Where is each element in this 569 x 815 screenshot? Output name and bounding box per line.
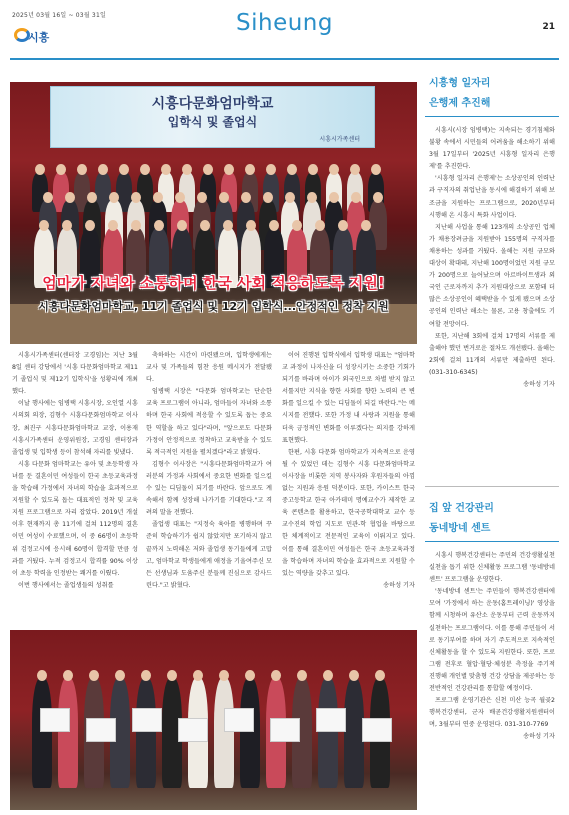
person-head (161, 164, 171, 175)
person-head (140, 164, 150, 175)
article-byline: 송하성 기자 (383, 581, 415, 589)
photo-headline: 엄마가 자녀와 소통하며 한국 사회 적응하도록 지원! (42, 274, 385, 292)
person-head (349, 670, 359, 681)
sidebar-paragraph: 지난해 사업을 통해 123개의 소상공인 업체가 채용장려금을 지원받아 155명의 구직자를 채용하는 성과를 거뒀다. 올해는 지원 규모와 대상이 확대돼, 지난해 100명이었던 지원 규모가 200명으로 늘어났으며 아르바이트생과 외국인 근로자까지 추가 지원대상으로 포함돼 더 많은 소상공인이 혜택받을 수 있게 됐으며 소상공인의 인력난 해소는 물론, 고용 창출에도 기여할 전망이다. (429, 223, 555, 328)
page-header (0, 0, 569, 64)
person-figure (58, 678, 78, 788)
certificate (316, 708, 346, 732)
person-figure (214, 678, 234, 788)
person-head (373, 192, 383, 203)
certificate (178, 718, 208, 742)
person-head (350, 164, 360, 175)
article-paragraph: 임병택 시장은 "다문화 엄마학교는 단순한 교육 프로그램이 아니라, 엄마들이 자녀와 소통하며 한국 사회에 적응할 수 있도록 돕는 중요한 역할을 하고 있다"라며, "앞으로도 다문화 가정이 안정적으로 정착하고 교육받을 수 있도록 적극적인 지원을 펼치겠다"라고 밝혔다. (146, 388, 272, 456)
person-head (329, 164, 339, 175)
person-head (85, 220, 95, 231)
article-paragraph: 김형수 이사장은 "시흥다문화엄마학교가 여러분의 가정과 사회에서 중요한 변화를 일으킬 수 있는 디딤돌이 되기를 바란다. 앞으로도 계속해서 함께 성장해 나가기를 기대한다."고 격려의 말을 전했다. (146, 460, 272, 517)
person-head (182, 164, 192, 175)
person-head (131, 192, 141, 203)
sidebar-byline: 송하성 기자 (523, 380, 555, 388)
masthead-title: Siheung (236, 10, 333, 36)
person-head (351, 192, 361, 203)
sidebar-body (425, 125, 559, 391)
person-head (307, 192, 317, 203)
person-head (77, 164, 87, 175)
person-head (219, 670, 229, 681)
person-head (56, 164, 66, 175)
sidebar-paragraph: 프로그램 운영기관은 신천 미산 능곡 월곶2행복건강센터, 군자 배곧건강생활지원센터이며, 3월부터 연중 운영된다. 031-310-7769 (429, 697, 555, 729)
sidebar-title-line2: 은행제 추진해 (429, 98, 491, 109)
person-head (167, 670, 177, 681)
person-head (241, 192, 251, 203)
person-head (39, 220, 49, 231)
person-figure (136, 678, 156, 788)
sidebar-title (425, 74, 559, 114)
person-head (297, 670, 307, 681)
page-number: 21 (542, 22, 555, 32)
article-paragraph: 한편, 시흥 다문화 엄마학교가 지속적으로 운영될 수 있었던 데는 김형수 시흥 다문화엄마학교 이사장을 비롯한 지역 봉사자와 후원자들의 아낌없는 지원과 응원 덕분이다. 또한, 카이스트 한국중고등학교 한국 아카데미 명예교수가 제작한 교육 콘텐츠를 활용하고, 한국공학대학교 교수 등 교수진의 학업 지도로 민관-학 협업을 바탕으로 한 체계적이고 전문적인 교육이 이뤄지고 있다. 이를 통해 결혼이민 여성들은 한국 초등교육과정을 학습하며 자녀의 학습을 효과적으로 지원할 수 있는 역량을 갖추고 있다. (282, 448, 415, 577)
article-paragraph: 졸업생 대표는 "지정숙 육아를 병행하며 꾸준히 학습하기가 쉽지 않았지만 포기하지 않고 끝까지 노력해온 저와 졸업생 동기들에게 고맙고, 엄마학교 학생들에게 애정을 기울여주신 모든 선생님과 도움주신 분들께 진심으로 감사드린다."고 밝혔다. (146, 521, 272, 589)
person-head (89, 670, 99, 681)
person-head (203, 164, 213, 175)
person-head (292, 220, 302, 231)
article-column-2 (146, 350, 272, 592)
certificate (40, 708, 70, 732)
article-column-1 (12, 350, 138, 592)
person-head (263, 192, 273, 203)
person-head (266, 164, 276, 175)
sidebar-paragraph: '동네방네 센트'는 주민들이 행복건강센터에 모여 '가정에서 하는 운동(홈트레이닝)' 영상을 함께 시청하며 유산소 운동부터 근력 운동까지 실천하는 프로그램이다. 이를 통해 주민들이 서로 동기부여를 하며 자기 주도적으로 지속적인 신체활동을 할 수 있도록 지원한다. 또한, 프로그램 전후로 혈압·혈당·체성분 측정을 주기적 진행해 개인별 맞춤형 건강 상담을 제공하는 등 전반적인 건강관리를 통합할 예정이다. (429, 588, 555, 693)
certificate (224, 708, 254, 732)
header-rule (10, 58, 559, 60)
sidebar-title-line2: 동네방네 센트 (429, 523, 491, 534)
logo-text: 시흥 (28, 31, 50, 44)
person-head (37, 670, 47, 681)
certificate (362, 718, 392, 742)
sidebar-body (425, 550, 559, 744)
article-paragraph: 시흥시가족센터(센터장 고경임)는 지난 3월 8일 센터 강당에서 '시흥 다문화엄마학교 제11기 졸업식 및 제12기 입학식'을 성황리에 개최했다. (12, 352, 138, 396)
person-head (329, 192, 339, 203)
person-head (65, 192, 75, 203)
sidebar-divider (425, 486, 559, 487)
sidebar-title-line1: 시흥형 일자리 (429, 78, 491, 89)
person-head (245, 164, 255, 175)
certificate (270, 718, 300, 742)
article-paragraph: 축하하는 시간이 마련됐으며, 입학생에게는 교사 및 가족들의 힘찬 응원 메시지가 전달됐다. (146, 352, 272, 384)
banner-title: 시흥다문화엄마학교 (151, 96, 274, 112)
person-figure (318, 678, 338, 788)
sidebar-paragraph: 시흥시 행복건강센터는 주민의 건강생활실천 실천을 돕기 위한 신체활동 프로그램 '동네방네 센트' 프로그램을 운영한다. (429, 552, 555, 584)
issue-date: 2025년 03월 16일 ~ 03월 31일 (12, 12, 106, 19)
person-head (287, 164, 297, 175)
person-head (361, 220, 371, 231)
certificate (86, 718, 116, 742)
banner-subtitle: 입학식 및 졸업식 (167, 115, 258, 129)
event-banner (50, 86, 375, 148)
person-head (87, 192, 97, 203)
person-head (375, 670, 385, 681)
sidebar-story-health (425, 476, 559, 744)
person-head (308, 164, 318, 175)
person-head (315, 220, 325, 231)
person-figure (240, 678, 260, 788)
person-head (245, 670, 255, 681)
photo-subhead: 시흥다문화엄마학교, 11기 졸업식 및 12기 입학식...안정적인 정착 지원 (38, 300, 389, 313)
certificate (132, 708, 162, 732)
person-head (43, 192, 53, 203)
graduates-photo (10, 630, 417, 810)
sidebar-rule (425, 116, 559, 117)
person-head (219, 192, 229, 203)
person-head (98, 164, 108, 175)
person-head (271, 670, 281, 681)
person-head (154, 220, 164, 231)
person-figure (344, 678, 364, 788)
article-column-3 (282, 350, 415, 592)
person-head (119, 164, 129, 175)
sidebar-rule (425, 541, 559, 542)
person-head (62, 220, 72, 231)
sidebar-paragraph: 시흥시(시장 임병택)는 지속되는 경기침체와 불황 속에서 시민들의 어려움을 해소하기 위해 3월 17일부터 '2025년 시흥형 일자리 은행제'를 추진한다. (429, 127, 555, 171)
person-figure (32, 678, 52, 788)
sidebar-title-line1: 집 앞 건강관리 (429, 503, 494, 514)
person-head (246, 220, 256, 231)
banner-organizer: 시흥시가족센터 (319, 136, 360, 143)
person-head (371, 164, 381, 175)
person-head (200, 220, 210, 231)
person-head (63, 670, 73, 681)
person-head (109, 192, 119, 203)
person-head (269, 220, 279, 231)
person-head (197, 192, 207, 203)
main-photo (10, 82, 417, 344)
person-head (323, 670, 333, 681)
person-head (193, 670, 203, 681)
article-paragraph: 시흥 다문화 엄마학교는 유아 및 초등학생 자녀를 둔 결혼이민 여성들이 한국 초등교육과정을 학습해 가정에서 자녀의 학습을 효과적으로 지원할 수 있도록 돕는 대표적인 정착 및 교육지원 프로그램으로 자리 잡았다. 2019년 개설 이후 현재까지 총 11기에 걸쳐 112명의 결혼이민 여성이 수료했으며, 이 중 66명이 초등학위 검정고시에 응시해 60명이 합격할 만큼 성과를 거뒀다. 누적 검정고시 합격률 90% 이상이 초등 학력을 인정받는 쾌거를 이뤘다. (12, 460, 138, 577)
person-head (108, 220, 118, 231)
person-head (115, 670, 125, 681)
sidebar-paragraph: '시흥형 일자리 은행제'는 소상공인의 인력난과 구직자의 취업난을 동시에 해결하기 위해 보조금을 지원하는 프로그램으로, 2020년부터 시행해 온 시흥시 특화 사업이다. (429, 175, 555, 219)
person-head (223, 220, 233, 231)
person-head (35, 164, 45, 175)
person-head (338, 220, 348, 231)
person-head (224, 164, 234, 175)
sidebar-title (425, 499, 559, 539)
person-head (177, 220, 187, 231)
person-head (131, 220, 141, 231)
sidebar-byline: 송하성 기자 (523, 733, 555, 741)
article-paragraph: 이번 행사에서는 졸업생들의 성취를 (18, 581, 114, 589)
person-head (153, 192, 163, 203)
sidebar-story-jobs (425, 74, 559, 391)
person-head (141, 670, 151, 681)
person-head (285, 192, 295, 203)
sidebar-paragraph: 또한, 지난해 3회에 걸쳐 17명의 서류를 제출해야 했던 번거로운 절차도 개선됐다. 올해는 2회에 걸쳐 11개의 서류만 제출하면 된다. (031-310-6345) (429, 332, 555, 376)
article-paragraph: 이어 진행된 입학식에서 입학생 대표는 "엄마학교 과정이 나자신을 더 성장시키는 소중한 기회가 되기를 바라며 아이가 외국인으로 차별 받지 않고 서툴지만 지식을 향한 사회를 향한 노력의 큰 변화를 일으킬 수 있는 디딤돌이 되길 바란다."는 메시지를 전했다. 또한 가정 내 사랑과 지원을 통해 더욱 긍정적인 변화를 이루겠다는 의지를 강하게 표현했다. (282, 352, 415, 444)
article-paragraph: 이날 행사에는 임병택 시흥시장, 오인열 시흥시의회 의장, 김형수 시흥다문화엄마학교 이사장, 최진구 시흥다문화엄마학교 교장, 이용재 시흥시가족센터 운영위원장, 고경임 센터장과 졸업생 및 입학생 등이 참석해 자리를 빛냈다. (12, 400, 138, 456)
person-head (175, 192, 185, 203)
